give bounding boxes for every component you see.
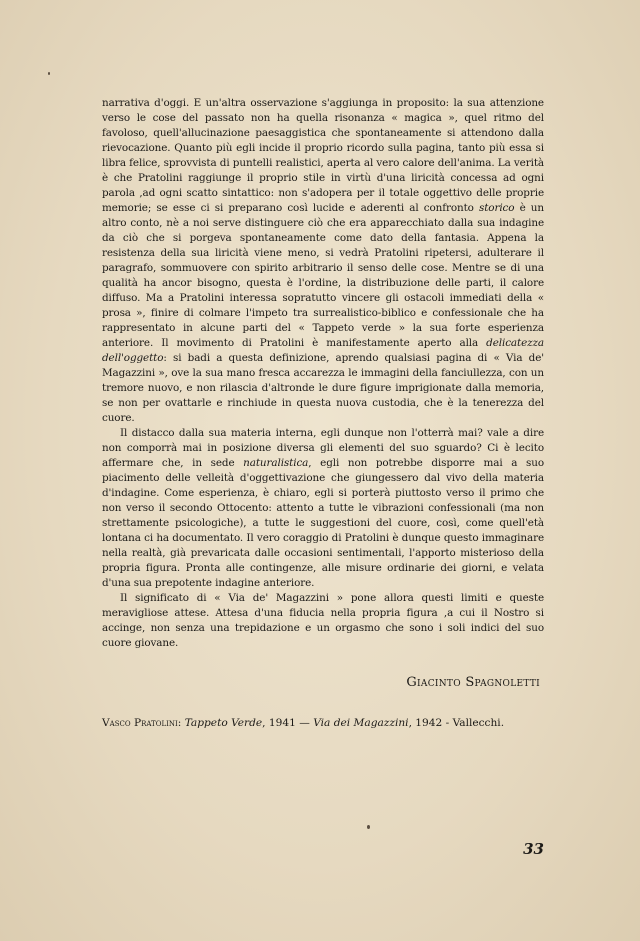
reference-author: Vasco Pratolini [102, 717, 178, 729]
reference-publisher: , 1942 - Vallecchi. [408, 717, 505, 729]
paragraph [102, 426, 544, 591]
paper-speck [367, 825, 370, 829]
text-run: narrativa d'oggi. E un'altra osservazione s'aggiunga in proposito: la sua attenzione verso le cose del passato non ha quella risonanza « magica », quel ritmo del favoloso, quell'allucinazione paesaggistica che spontaneamente si attendono dalla rievocazione. Quanto più egli incide il proprio ricordo sulla pagina, tanto più essa si libra felice, sprovvista di puntelli realistici, aperta al vero calore dell'anima. La verità è che Pratolini raggiunge il proprio stile in virtù d'una liricità concessa ad ogni parola ,ad ogni scatto sintattico: non s'adopera per il totale oggettivo delle proprie memorie; se esse ci si preparano così lucide e aderenti al confronto [102, 97, 544, 214]
text-run: è un altro conto, nè a noi serve distinguere ciò che era apparecchiato dalla sua indagine da ciò che si porgeva spontaneamente come dato della fantasia. Appena la resistenza della sua liricità viene meno, si vedrà Pratolini ripetersi, adulterare il paragrafo, sommuovere con spirito arbitrario il senso delle cose. Mentre se di una qualità ha ancor bisogno, questa è l'ordine, la distribuzione delle parti, il calore diffuso. Ma a Pratolini interessa sopratutto vincere gli ostacoli immediati della « prosa », finire di colmare l'impeto tra surrealistico-biblico e confessionale che ha rappresentato in alcune parti del « Tappeto verde » la sua forte esperienza anteriore. Il movimento di Pratolini è manifestamente aperto alla [102, 202, 544, 349]
reference-separator: : [177, 717, 185, 729]
reference-title-1: Tappeto Verde [184, 717, 263, 729]
text-run: , egli non potrebbe disporre mai a suo piacimento delle velleità d'oggettivazione che giungessero dal vivo della materia d'indagine. Come esperienza, è chiaro, egli si porterà piuttosto verso il primo che non verso il secondo Ottocento: attento a tutte le vibrazioni confessionali (ma non strettamente psicologiche), a tutte le suggestioni del cuore, così, come quell'età lontana ci ha documentato. Il vero coraggio di Pratolini è dunque questo immaginare nella realtà, già prevaricata dalle occasioni sentimentali, l'apporto misterioso della propria figura. Pronta alle contingenze, alle misure ordinarie dei giorni, e velata d'una sua prepotente indagine anteriore. [102, 457, 544, 589]
paper-speck [48, 72, 50, 75]
text-run: Il distacco dalla sua materia interna, egli dunque non l'otterrà mai? vale a dire non comporrà mai in posizione diversa gli elementi del suo sguardo? Ci è lecito affermare che, in sede [102, 427, 544, 469]
paragraph [102, 96, 544, 426]
reference-title-2: Via dei Magazzini [313, 717, 409, 729]
reference-middle: , 1941 — [262, 717, 314, 729]
author-signature: Giacinto Spagnoletti [406, 675, 540, 690]
article-body [102, 96, 544, 651]
page-number: 33 [523, 840, 544, 858]
italic-phrase: delicatezza dell'oggetto [102, 337, 544, 364]
bibliographic-reference [102, 717, 552, 729]
paragraph [102, 591, 544, 651]
italic-phrase: naturalistica [243, 457, 309, 469]
text-run: : si badi a questa definizione, aprendo qualsiasi pagina di « Via de' Magazzini », ove la sua mano fresca accarezza le immagini della fanciullezza, con un tremore nuovo, e non rilascia d'altronde le dure figure imprigionate dalla memoria, se non per ovattarle e rinchiude in questa nuova custodia, che è la tenerezza del cuore. [102, 352, 544, 424]
text-run: Il significato di « Via de' Magazzini » pone allora questi limiti e queste meravigliose attese. Attesa d'una fiducia nella propria figura ,a cui il Nostro si accinge, non senza una trepidazione e un orgasmo che sono i soli indici del suo cuore giovane. [102, 592, 544, 649]
italic-phrase: storico [478, 202, 515, 214]
